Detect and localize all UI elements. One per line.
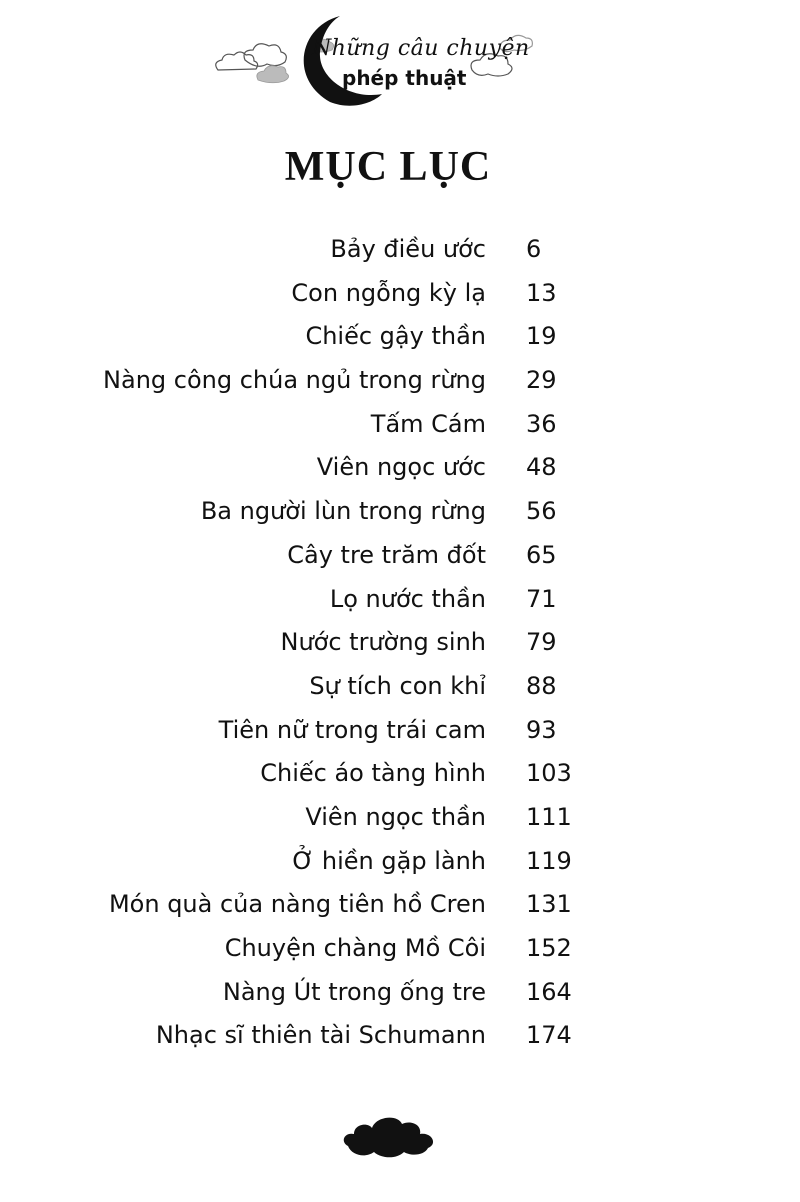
toc-entry-title: Lọ nước thần	[329, 584, 486, 613]
toc-entry-page: 71	[526, 584, 557, 613]
toc-entry-page: 29	[526, 366, 557, 395]
toc-entry[interactable]	[0, 228, 800, 272]
toc-entry-title: Con ngỗng kỳ lạ	[291, 278, 486, 307]
toc-entry-page: 65	[526, 540, 557, 569]
series-header	[200, 8, 560, 108]
series-title-line1: Những câu chuyện	[312, 36, 530, 61]
toc-entry-page: 131	[526, 890, 572, 919]
toc-entry-title: Viên ngọc thần	[305, 802, 486, 831]
toc-entry-page: 79	[526, 628, 557, 657]
toc-entry-page: 174	[526, 1021, 572, 1050]
toc-entry[interactable]	[0, 359, 800, 403]
toc-entry[interactable]	[0, 1014, 800, 1058]
toc-entry-page: 88	[526, 671, 557, 700]
toc-entry-title: Chiếc gậy thần	[305, 322, 486, 351]
toc-entry[interactable]	[0, 927, 800, 971]
toc-entry-title: Nàng công chúa ngủ trong rừng	[103, 366, 486, 395]
toc-entry-page: 19	[526, 322, 557, 351]
toc-entry[interactable]	[0, 578, 800, 622]
series-title-line2: phép thuật	[342, 66, 467, 90]
toc-entry-page: 13	[526, 278, 557, 307]
toc-entry-page: 119	[526, 846, 572, 875]
toc-entry[interactable]	[0, 490, 800, 534]
toc-entry-page: 6	[526, 235, 542, 263]
toc-entry-page: 93	[526, 715, 557, 744]
toc-entry-page: 36	[526, 409, 557, 438]
toc-entry[interactable]	[0, 752, 800, 796]
toc-entry-title: Tấm Cám	[370, 409, 486, 438]
toc-entry-page: 56	[526, 497, 557, 526]
toc-entry-title: Bảy điều ước	[330, 235, 486, 263]
toc-entry[interactable]	[0, 796, 800, 840]
cloud-icon	[340, 1112, 440, 1162]
toc-entry-page: 111	[526, 802, 572, 831]
toc-entry[interactable]	[0, 272, 800, 316]
toc-entry[interactable]	[0, 840, 800, 884]
toc-entry[interactable]	[0, 446, 800, 490]
toc-entry[interactable]	[0, 665, 800, 709]
toc-entry-title: Nàng Út trong ống tre	[222, 977, 486, 1006]
toc-entry-page: 152	[526, 934, 572, 962]
toc-entry[interactable]	[0, 403, 800, 447]
toc-entry[interactable]	[0, 709, 800, 753]
toc-entry[interactable]	[0, 534, 800, 578]
toc-entry[interactable]	[0, 883, 800, 927]
toc-entry-title: Chuyện chàng Mồ Côi	[224, 934, 486, 962]
toc-entry-title: Nước trường sinh	[280, 628, 486, 657]
toc-entry-page: 103	[526, 759, 572, 788]
table-of-contents	[0, 228, 800, 1058]
toc-entry-title: Ba người lùn trong rừng	[200, 497, 486, 526]
toc-entry-page: 48	[526, 453, 557, 482]
toc-entry-title: Ở hiền gặp lành	[292, 846, 486, 875]
toc-entry-page: 164	[526, 977, 572, 1006]
toc-entry[interactable]	[0, 315, 800, 359]
page-title: MỤC LỤC	[284, 144, 492, 190]
toc-entry-title: Viên ngọc ước	[316, 453, 486, 482]
toc-entry-title: Món quà của nàng tiên hồ Cren	[108, 890, 486, 919]
toc-entry[interactable]	[0, 621, 800, 665]
toc-entry-title: Nhạc sĩ thiên tài Schumann	[155, 1021, 486, 1050]
toc-entry-title: Chiếc áo tàng hình	[260, 759, 486, 788]
toc-entry-title: Cây tre trăm đốt	[287, 540, 486, 569]
toc-entry[interactable]	[0, 971, 800, 1015]
toc-entry-title: Sự tích con khỉ	[309, 671, 486, 700]
toc-entry-title: Tiên nữ trong trái cam	[218, 715, 486, 744]
